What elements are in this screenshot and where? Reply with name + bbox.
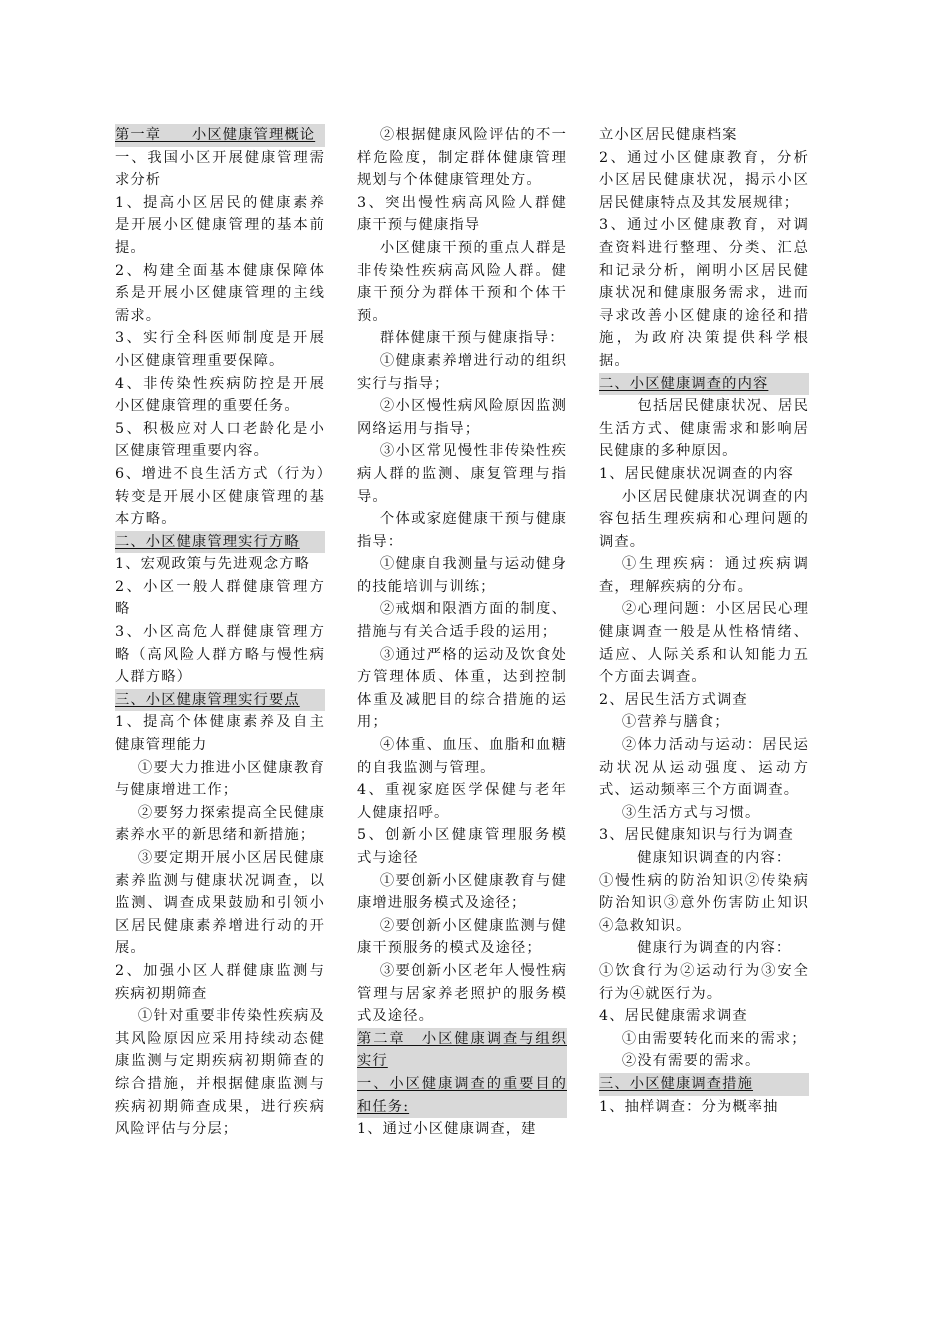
paragraph: ①营养与膳食； bbox=[621, 714, 730, 731]
paragraph: 立小区居民健康档案 bbox=[599, 127, 738, 143]
paragraph: 2、居民生活方式调查 bbox=[599, 691, 748, 708]
paragraph: ③要创新小区老年人慢性病管理与居家养老照护的服务模式及途径。 bbox=[357, 962, 567, 1025]
paragraph: ①生理疾病：通过疾病调查，理解疾病的分布。 bbox=[599, 556, 809, 595]
paragraph: 一、我国小区开展健康管理需求分析 bbox=[115, 149, 325, 189]
paragraph: 包括居民健康状况、居民生活方式、健康需求和影响居民健康的多种原因。 bbox=[599, 398, 809, 460]
paragraph: ①饮食行为②运动行为③安全行为④就医行为。 bbox=[599, 962, 809, 1002]
paragraph: ②要努力探索提高全民健康素养水平的新思绪和新措施； bbox=[115, 804, 325, 844]
paragraph: 1、宏观政策与先进观念方略 bbox=[115, 556, 310, 573]
paragraph: 2、通过小区健康教育，分析小区居民健康状况，揭示小区居民健康特点及其发展规律； bbox=[599, 149, 809, 211]
paragraph: ②根据健康风险评估的不一样危险度，制定群体健康管理规划与个体健康管理处方。 bbox=[357, 127, 567, 189]
paragraph: ③生活方式与习惯。 bbox=[621, 804, 761, 821]
paragraph: 1、居民健康状况调查的内容 bbox=[599, 465, 794, 482]
paragraph: 5、创新小区健康管理服务模式与途径 bbox=[357, 827, 567, 866]
paragraph: 1、提高小区居民的健康素养是开展小区健康管理的基本前提。 bbox=[115, 194, 325, 256]
paragraph: 4、居民健康需求调查 bbox=[599, 1008, 748, 1025]
section-heading: 一、小区健康调查的重要目的和任务: bbox=[357, 1073, 567, 1118]
paragraph: ②体力活动与运动：居民运动状况从运动强度、运动方式、运动频率三个方面调查。 bbox=[599, 737, 809, 799]
paragraph: 4、非传染性疾病防控是开展小区健康管理的重要任务。 bbox=[115, 375, 325, 415]
paragraph: 6、增进不良生活方式（行为）转变是开展小区健康管理的基本方略。 bbox=[115, 465, 325, 528]
paragraph: 个体或家庭健康干预与健康指导： bbox=[357, 511, 567, 550]
paragraph: 1、抽样调查：分为概率抽 bbox=[599, 1098, 779, 1115]
section-heading: 二、小区健康管理实行方略 bbox=[115, 531, 325, 554]
paragraph: ①由需要转化而来的需求； bbox=[621, 1030, 807, 1047]
paragraph: 群体健康干预与健康指导： bbox=[379, 330, 565, 347]
text-column-2 bbox=[357, 124, 567, 1141]
paragraph: 4、重视家庭医学保健与老年人健康招呼。 bbox=[357, 782, 567, 821]
paragraph: ③要定期开展小区居民健康素养监测与健康状况调查，以监测、调查成果鼓励和引领小区居民健康素养增进行动的开展。 bbox=[115, 850, 325, 957]
paragraph: 小区居民健康状况调查的内容包括生理疾病和心理问题的调查。 bbox=[599, 488, 809, 550]
paragraph: 2、小区一般人群健康管理方略 bbox=[115, 578, 325, 618]
section-heading: 二、小区健康调查的内容 bbox=[599, 373, 809, 396]
paragraph: 3、小区高危人群健康管理方略（高风险人群方略与慢性病人群方略） bbox=[115, 624, 325, 686]
paragraph: 1、通过小区健康调查，建 bbox=[357, 1121, 537, 1138]
text-column-1 bbox=[115, 124, 325, 1141]
paragraph: 3、通过小区健康教育，对调查资料进行整理、分类、汇总和记录分析，阐明小区居民健康状况和健康服务需求，进而寻求改善小区健康的途径和措施，为政府决策提供科学根据。 bbox=[599, 217, 809, 369]
paragraph: 3、居民健康知识与行为调查 bbox=[599, 827, 794, 844]
paragraph: 健康知识调查的内容： bbox=[621, 850, 792, 866]
section-heading: 三、小区健康管理实行要点 bbox=[115, 689, 325, 712]
paragraph: ①要大力推进小区健康教育与健康增进工作； bbox=[115, 759, 325, 799]
paragraph: 小区健康干预的重点人群是非传染性疾病高风险人群。健康干预分为群体干预和个体干预。 bbox=[357, 239, 567, 324]
section-heading: 第二章 小区健康调查与组织实行 bbox=[357, 1028, 567, 1073]
paragraph: ②小区慢性病风险原因监测网络运用与指导； bbox=[357, 398, 567, 437]
paragraph: ②没有需要的需求。 bbox=[621, 1053, 761, 1070]
paragraph: ④体重、血压、血脂和血糖的自我监测与管理。 bbox=[357, 737, 567, 776]
paragraph: ②要创新小区健康监测与健康干预服务的模式及途径； bbox=[357, 917, 567, 957]
paragraph: 2、构建全面基本健康保障体系是开展小区健康管理的主线需求。 bbox=[115, 262, 325, 324]
paragraph: ①慢性病的防治知识②传染病防治知识③意外伤害防止知识④急救知识。 bbox=[599, 872, 809, 934]
paragraph: ①要创新小区健康教育与健康增进服务模式及途径； bbox=[357, 872, 567, 912]
paragraph: 健康行为调查的内容： bbox=[621, 940, 792, 957]
paragraph: ②心理问题：小区居民心理健康调查一般是从性格情绪、适应、人际关系和认知能力五个方面去调查。 bbox=[599, 601, 809, 686]
paragraph: ②戒烟和限酒方面的制度、措施与有关合适手段的运用； bbox=[357, 601, 567, 641]
paragraph: 2、加强小区人群健康监测与疾病初期筛查 bbox=[115, 962, 325, 1002]
paragraph: ③小区常见慢性非传染性疾病人群的监测、康复管理与指导。 bbox=[357, 443, 567, 505]
section-heading: 第一章 小区健康管理概论 bbox=[115, 124, 325, 147]
paragraph: 3、突出慢性病高风险人群健康干预与健康指导 bbox=[357, 194, 567, 234]
section-heading: 三、小区健康调查措施 bbox=[599, 1073, 809, 1096]
paragraph: 1、提高个体健康素养及自主健康管理能力 bbox=[115, 714, 325, 754]
paragraph: ①健康素养增进行动的组织实行与指导； bbox=[357, 352, 567, 392]
paragraph: 3、实行全科医师制度是开展小区健康管理重要保障。 bbox=[115, 330, 325, 369]
text-column-3 bbox=[599, 124, 809, 1118]
paragraph: ①针对重要非传染性疾病及其风险原因应采用持续动态健康监测与定期疾病初期筛查的综合措施，并根据健康监测与疾病初期筛查成果，进行疾病风险评估与分层； bbox=[115, 1008, 325, 1138]
paragraph: 5、积极应对人口老龄化是小区健康管理重要内容。 bbox=[115, 420, 325, 460]
paragraph: ①健康自我测量与运动健身的技能培训与训练； bbox=[357, 556, 567, 595]
paragraph: ③通过严格的运动及饮食处方管理体质、体重，达到控制体重及减肥目的综合措施的运用； bbox=[357, 646, 567, 731]
